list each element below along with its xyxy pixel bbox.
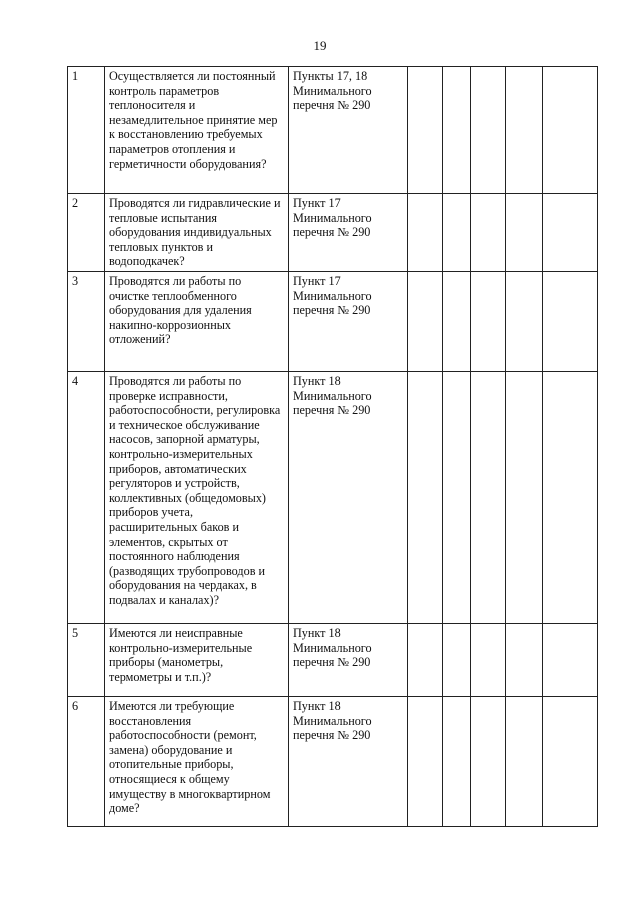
answer-cell [408, 696, 443, 826]
reference-line: Пункт 18 [293, 373, 341, 388]
answer-cell [543, 371, 598, 623]
answer-cell [506, 271, 543, 371]
answer-cell [408, 371, 443, 623]
answer-cell [471, 371, 506, 623]
reference-cell [289, 194, 408, 272]
reference-cell [289, 696, 408, 826]
reference-line: перечня № 290 [293, 303, 371, 318]
reference-cell [289, 623, 408, 696]
answer-cell [408, 271, 443, 371]
row-number: 3 [68, 271, 105, 371]
reference-line: Пункт 17 [293, 196, 341, 210]
answer-cell [543, 623, 598, 696]
answer-cell [408, 194, 443, 272]
answer-cell [443, 371, 471, 623]
row-number: 1 [68, 67, 105, 194]
reference-line: Пункт 17 [293, 273, 341, 288]
checklist-table [67, 66, 598, 827]
question-text: Имеются ли неисправные контрольно-измерительные приборы (манометры, термометры и т.п.)? [105, 623, 289, 696]
reference-cell [289, 271, 408, 371]
reference-line: перечня № 290 [293, 98, 371, 113]
question-text: Проводятся ли работы по проверке исправности, работоспособности, регулировка и техническое обслуживание насосов, запорной арматуры, контрольно-измерительных приборов, автоматических регуляторов и устройств, коллективных (общедомовых) приборов учета, расширительных баков и элементов, скрытых от постоянного наблюдения (разводящих трубопроводов и оборудования на чердаках, в подвалах и каналах)? [105, 371, 289, 623]
answer-cell [471, 623, 506, 696]
reference-line: Минимального [293, 388, 372, 403]
answer-cell [506, 623, 543, 696]
reference-line: Минимального [293, 83, 372, 98]
reference-line: Минимального [293, 288, 372, 303]
answer-cell [443, 623, 471, 696]
reference-cell [289, 371, 408, 623]
answer-cell [471, 696, 506, 826]
reference-line: перечня № 290 [293, 225, 371, 240]
question-text: Имеются ли требующие восстановления работоспособности (ремонт, замена) оборудование и отопительные приборы, относящиеся к общему имуществу в многоквартирном доме? [105, 696, 289, 826]
answer-cell [543, 271, 598, 371]
row-number: 2 [68, 194, 105, 272]
answer-cell [408, 67, 443, 194]
answer-cell [443, 67, 471, 194]
answer-cell [543, 194, 598, 272]
reference-line: Минимального [293, 210, 372, 225]
answer-cell [543, 67, 598, 194]
reference-line: Пункт 18 [293, 625, 341, 640]
question-text: Проводятся ли гидравлические и тепловые испытания оборудования индивидуальных тепловых пунктов и водоподкачек? [105, 194, 289, 272]
answer-cell [443, 194, 471, 272]
reference-line: перечня № 290 [293, 655, 371, 670]
table-row [68, 371, 598, 623]
table-row [68, 696, 598, 826]
question-text: Проводятся ли работы по очистке теплообменного оборудования для удаления накипно-коррозионных отложений? [105, 271, 289, 371]
page-number: 19 [313, 38, 327, 53]
table-row [68, 194, 598, 272]
row-number: 4 [68, 371, 105, 623]
reference-line: Пункты 17, 18 [293, 69, 368, 83]
table-row [68, 67, 598, 194]
reference-line: перечня № 290 [293, 403, 371, 418]
answer-cell [506, 696, 543, 826]
reference-line: Минимального [293, 640, 372, 655]
row-number: 6 [68, 696, 105, 826]
reference-line: перечня № 290 [293, 728, 371, 743]
answer-cell [443, 696, 471, 826]
row-number: 5 [68, 623, 105, 696]
reference-cell [289, 67, 408, 194]
answer-cell [506, 67, 543, 194]
answer-cell [471, 194, 506, 272]
answer-cell [506, 194, 543, 272]
answer-cell [471, 67, 506, 194]
answer-cell [471, 271, 506, 371]
reference-line: Минимального [293, 713, 372, 728]
table-row [68, 271, 598, 371]
answer-cell [506, 371, 543, 623]
question-text: Осуществляется ли постоянный контроль параметров теплоносителя и незамедлительное принятие мер к восстановлению требуемых параметров отопления и герметичности оборудования? [105, 67, 289, 194]
reference-line: Пункт 18 [293, 698, 341, 713]
answer-cell [408, 623, 443, 696]
answer-cell [443, 271, 471, 371]
table-row [68, 623, 598, 696]
answer-cell [543, 696, 598, 826]
